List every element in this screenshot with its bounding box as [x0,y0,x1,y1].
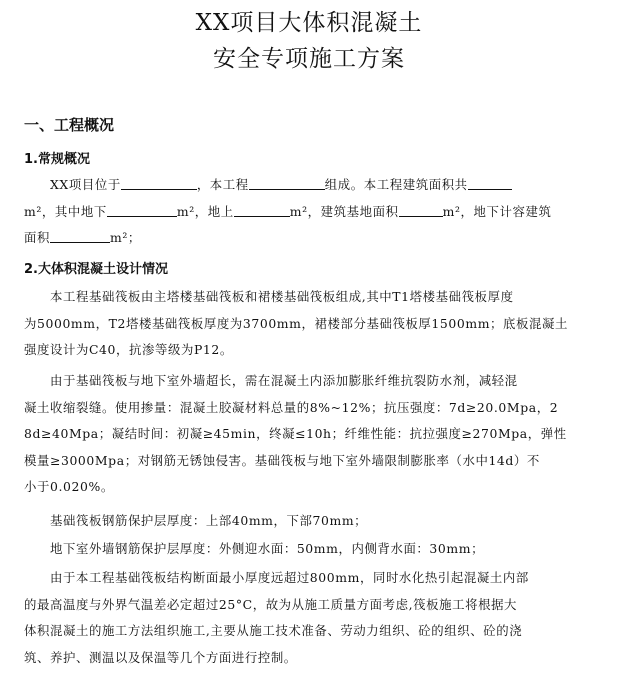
subsection-heading-general: 1.常规概况 [24,152,90,167]
text-area-unit: m²； [109,230,141,245]
text-line: 小于0.020%。 [24,479,114,494]
section-heading-project-overview: 一、工程概况 [24,116,115,134]
text-line: 模量≥3000Mpa；对钢筋无锈蚀侵害。基础筏板与地下室外墙限制膨胀率（水中14d）不 [24,452,540,468]
text-underground-prefix: m²，其中地下 [24,203,107,219]
blank-composition [249,175,325,190]
text-line: 本工程基础筏板由主塔楼基础筏板和裙楼基础筏板组成,其中T1塔楼基础筏板厚度 [50,289,514,304]
text-line: 的最高温度与外界气温差必定超过25°C，故为从施工质量方面考虑,筏板施工将根据大 [24,596,518,612]
paragraph-expansion-agent [24,368,576,501]
blank-total-area [468,175,512,190]
text-line: 地下室外墙钢筋保护层厚度：外侧迎水面：50mm，内侧背水面：30mm； [50,541,485,556]
text-line: 8d≥40Mpa；凝结时间：初凝≥45min，终凝≤10h；纤维性能：抗拉强度≥270Mpa，弹性 [24,426,567,441]
text-line: 体积混凝土的施工方法组织施工,主要从施工技术准备、劳动力组织、砼的组织、砼的浇 [24,623,523,638]
text-line: 基础筏板钢筋保护层厚度：上部40mm，下部70mm； [50,513,368,528]
blank-underground-area [107,202,177,217]
text-total-area-prefix: 组成。本工程建筑面积共 [324,177,468,192]
document-title-line1: XX项目大体积混凝土 [195,10,423,36]
document-title-line2: 安全专项施工方案 [213,46,405,72]
text-line: 为5000mm，T2塔楼基础筏板厚度为3700mm，裙楼部分基础筏板厚1500mm；底板混凝土 [24,315,568,331]
text-line: 凝土收缩裂缝。使用掺量：混凝土胶凝材料总量的8%~12%；抗压强度：7d≥20.0Mpa，2 [24,399,559,415]
paragraph-raft-composition [24,284,576,364]
paragraph-construction-control [24,565,576,671]
text-project-prefix: ，本工程 [196,177,249,192]
blank-counted-area [50,228,110,243]
blank-base-area [399,202,443,217]
subsection-heading-mass-concrete-design: 2.大体积混凝土设计情况 [24,262,168,277]
text-underground-counted-prefix: m²，地下计容建筑 [442,203,552,219]
blank-location [121,175,197,190]
text-line: 筑、养护、测温以及保温等几个方面进行控制。 [24,649,297,665]
text-line: 强度设计为C40，抗渗等级为P12。 [24,342,233,357]
text-location-prefix: XX项目位于 [50,177,121,192]
text-line: 由于本工程基础筏板结构断面最小厚度远超过800mm，同时水化热引起混凝土内部 [50,570,529,585]
text-base-area-prefix: m²，建筑基地面积 [289,203,399,219]
paragraph-wall-cover [24,536,576,563]
general-overview-paragraph [24,172,576,252]
paragraph-raft-cover [24,508,576,535]
text-area-prefix: 面积 [24,230,50,245]
text-line: 由于基础筏板与地下室外墙超长，需在混凝土内添加膨胀纤维抗裂防水剂，减轻混 [50,373,518,388]
text-aboveground-prefix: m²，地上 [176,203,234,219]
blank-aboveground-area [234,202,290,217]
